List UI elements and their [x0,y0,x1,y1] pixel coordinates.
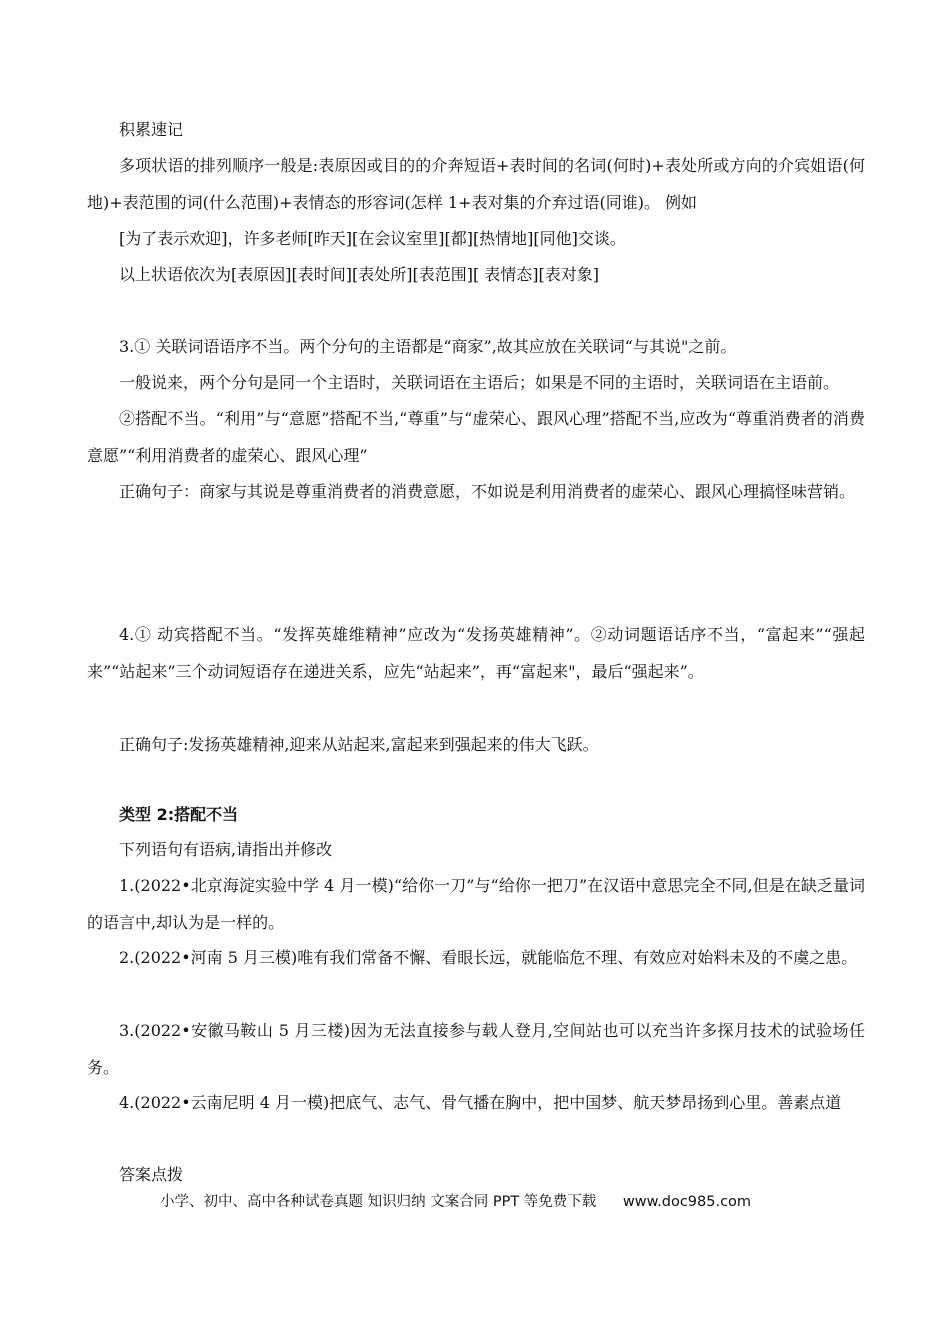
question-3: 3.(2022•安徽马鞍山 5 月三楼)因为无法直接参与载人登月,空间站也可以充当许多探月技术的试验场任务。 [87,1021,865,1077]
question-2: 2.(2022•河南 5 月三模)唯有我们常备不懈、看眼长远，就能临危不理、有效应对始料未及的不虞之患。 [119,948,858,967]
item4-correct: 正确句子:发扬英雄精神,迎来从站起来,富起来到强起来的伟大飞跃。 [119,735,599,754]
accumulate-rule: 多项状语的排列顺序一般是:表原因或目的的介奔短语+表时间的名词(何时)+表处所或方向的介宾姐语(何地)+表范围的词(什么范围)+表情态的形容词(怎样 1+表对集的介弃过语(同谁)。 例如 [87,156,865,212]
item3-correct: 正确句子：商家与其说是尊重消费者的消费意愿，不如说是利用消费者的虚荣心、跟风心理搞怪味营销。 [119,482,856,501]
item3-line1: 3.① 关联词语语序不当。两个分句的主语都是“商家”,故其应放在关联词“与其说"之前。 [119,337,737,356]
question-4: 4.(2022•云南尼明 4 月一模)把底气、志气、骨气播在胸中，把中国梦、航天梦昂扬到心里。善素点道 [119,1093,842,1112]
footer-url[interactable]: www.doc985.com [622,1194,752,1210]
question-1: 1.(2022•北京海淀实验中学 4 月一模)“给你一刀”与“给你一把刀”在汉语中意思完全不同,但是在缺乏量词的语言中,却认为是一样的。 [87,876,865,932]
accumulate-example: [为了表示欢迎]，许多老师[昨天][在会议室里][都][热情地][同他]交谈。 [119,229,626,248]
footer-text: 小学、初中、高中各种试卷真题 知识归纳 文案合同 PPT 等免费下载 [160,1194,597,1210]
answer-heading: 答案点拨 [119,1165,184,1184]
footer [160,1190,751,1211]
type2-heading: 类型 2:搭配不当 [119,805,239,824]
accumulate-explain: 以上状语依次为[表原因][表时间][表处所][表范围][ 表情态][表对象] [119,265,599,284]
type2-instruction: 下列语句有语病,请指出并修改 [119,840,333,859]
item3-line3: ②搭配不当。“利用”与“意愿”搭配不当,“尊重”与“虚荣心、跟风心理”搭配不当,应改为“尊重消费者的消费意愿”“利用消费者的虚荣心、跟风心理” [87,409,865,465]
item3-line2: 一般说来，两个分句是同一个主语时，关联词语在主语后；如果是不同的主语时，关联词语在主语前。 [119,373,840,392]
item4-line1: 4.① 动宾搭配不当。“发挥英雄维精神”应改为“发扬英雄精神”。②动词题语话序不当，“富起来”“强起来”“站起来”三个动词短语存在递进关系，应先“站起来”，再“富起来"，最后“强起来”。 [87,625,865,681]
accumulate-heading: 积累速记 [119,120,184,139]
